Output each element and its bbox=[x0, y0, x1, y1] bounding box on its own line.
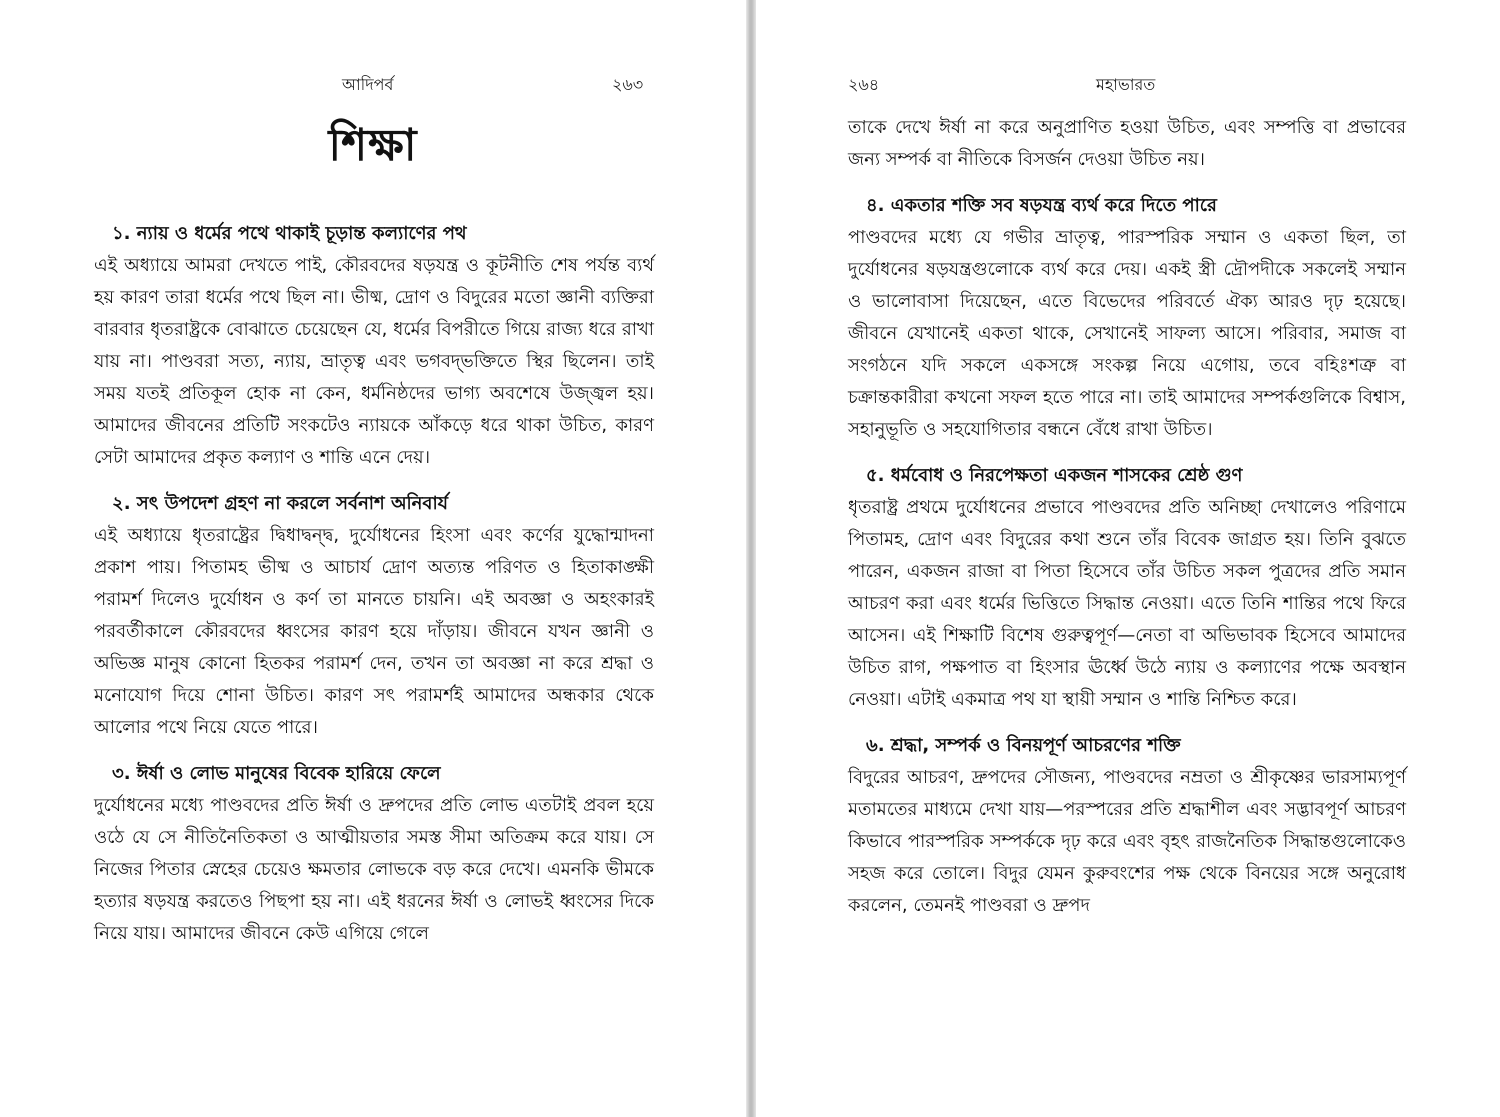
right-running-title: মহাভারত bbox=[1096, 75, 1156, 94]
right-page bbox=[756, 0, 1500, 1117]
section-heading: ৬. শ্রদ্ধা, সম্পর্ক ও বিনয়পূর্ণ আচরণের শক্তি bbox=[866, 735, 1181, 756]
section-body: বিদুরের আচরণ, দ্রুপদের সৌজন্য, পাণ্ডবদের নম্রতা ও শ্রীকৃষ্ণের ভারসাম্যপূর্ণ মতামতের মাধ্যমে দেখা যায়—পরস্পরের প্রতি শ্রদ্ধাশীল এবং সদ্ভাবপূর্ণ আচরণ কিভাবে পারস্পরিক সম্পর্ককে দৃঢ় করে এবং বৃহৎ রাজনৈতিক সিদ্ধান্তগুলোকেও সহজ করে তোলে। বিদুর যেমন কুরুবংশের পক্ষ থেকে বিনয়ের সঙ্গে অনুরোধ করলেন, তেমনই পাণ্ডবরা ও দ্রুপদ bbox=[848, 767, 1406, 916]
left-page bbox=[0, 0, 746, 1117]
left-page-number: ২৬৩ bbox=[612, 75, 644, 94]
section-body: ধৃতরাষ্ট্র প্রথমে দুর্যোধনের প্রভাবে পাণ্ডবদের প্রতি অনিচ্ছা দেখালেও পরিণামে পিতামহ, দ্রোণ এবং বিদুরের কথা শুনে তাঁর বিবেক জাগ্রত হয়। তিনি বুঝতে পারেন, একজন রাজা বা পিতা হিসেবে তাঁর উচিত সকল পুত্রদের প্রতি সমান আচরণ করা এবং ধর্মের ভিত্তিতে সিদ্ধান্ত নেওয়া। এতে তিনি শান্তির পথে ফিরে আসেন। এই শিক্ষাটি বিশেষ গুরুত্বপূর্ণ—নেতা বা অভিভাবক হিসেবে আমাদের উচিত রাগ, পক্ষপাত বা হিংসার ঊর্ধ্বে উঠে ন্যায় ও কল্যাণের পক্ষে অবস্থান নেওয়া। এটাই একমাত্র পথ যা স্থায়ী সম্মান ও শান্তি নিশ্চিত করে। bbox=[848, 497, 1406, 710]
section-heading: ১. ন্যায় ও ধর্মের পথে থাকাই চূড়ান্ত কল্যাণের পথ bbox=[112, 223, 467, 244]
section-body: এই অধ্যায়ে ধৃতরাষ্ট্রের দ্বিধাদ্বন্দ্ব, দুর্যোধনের হিংসা এবং কর্ণের যুদ্ধোন্মাদনা প্রকাশ পায়। পিতামহ ভীষ্ম ও আচার্য দ্রোণ অত্যন্ত পরিণত ও হিতাকাঙ্ক্ষী পরামর্শ দিলেও দুর্যোধন ও কর্ণ তা মানতে চায়নি। এই অবজ্ঞা ও অহংকারই পরবর্তীকালে কৌরবদের ধ্বংসের কারণ হয়ে দাঁড়ায়। জীবনে যখন জ্ঞানী ও অভিজ্ঞ মানুষ কোনো হিতকর পরামর্শ দেন, তখন তা অবজ্ঞা না করে শ্রদ্ধা ও মনোযোগ দিয়ে শোনা উচিত। কারণ সৎ পরামর্শই আমাদের অন্ধকার থেকে আলোর পথে নিয়ে যেতে পারে। bbox=[94, 525, 654, 738]
section-heading: ৪. একতার শক্তি সব ষড়যন্ত্র ব্যর্থ করে দিতে পারে bbox=[866, 195, 1217, 216]
section-heading: ২. সৎ উপদেশ গ্রহণ না করলে সর্বনাশ অনিবার্য bbox=[112, 493, 449, 514]
right-page-number: ২৬৪ bbox=[848, 75, 880, 94]
continued-paragraph: তাকে দেখে ঈর্ষা না করে অনুপ্রাণিত হওয়া উচিত, এবং সম্পত্তি বা প্রভাবের জন্য সম্পর্ক বা নীতিকে বিসর্জন দেওয়া উচিত নয়। bbox=[848, 117, 1406, 170]
section-heading: ৩. ঈর্ষা ও লোভ মানুষের বিবেক হারিয়ে ফেলে bbox=[112, 763, 441, 784]
left-running-title: আদিপর্ব bbox=[342, 75, 394, 94]
book-gutter bbox=[746, 0, 756, 1117]
left-page-content bbox=[94, 218, 654, 964]
section-heading: ৫. ধর্মবোধ ও নিরপেক্ষতা একজন শাসকের শ্রেষ্ঠ গুণ bbox=[866, 465, 1243, 486]
section-body: দুর্যোধনের মধ্যে পাণ্ডবদের প্রতি ঈর্ষা ও দ্রুপদের প্রতি লোভ এতটাই প্রবল হয়ে ওঠে যে সে নীতিনৈতিকতা ও আত্মীয়তার সমস্ত সীমা অতিক্রম করে যায়। সে নিজের পিতার স্নেহের চেয়েও ক্ষমতার লোভকে বড় করে দেখে। এমনকি ভীমকে হত্যার ষড়যন্ত্র করতেও পিছপা হয় না। এই ধরনের ঈর্ষা ও লোভই ধ্বংসের দিকে নিয়ে যায়। আমাদের জীবনে কেউ এগিয়ে গেলে bbox=[94, 795, 654, 944]
chapter-title: শিক্ষা bbox=[328, 120, 418, 171]
right-page-content bbox=[848, 112, 1406, 936]
section-body: এই অধ্যায়ে আমরা দেখতে পাই, কৌরবদের ষড়যন্ত্র ও কূটনীতি শেষ পর্যন্ত ব্যর্থ হয় কারণ তারা ধর্মের পথে ছিল না। ভীষ্ম, দ্রোণ ও বিদুরের মতো জ্ঞানী ব্যক্তিরা বারবার ধৃতরাষ্ট্রকে বোঝাতে চেয়েছেন যে, ধর্মের বিপরীতে গিয়ে রাজ্য ধরে রাখা যায় না। পাণ্ডবরা সত্য, ন্যায়, ভ্রাতৃত্ব এবং ভগবদ্‌ভক্তিতে স্থির ছিলেন। তাই সময় যতই প্রতিকূল হোক না কেন, ধর্মনিষ্ঠদের ভাগ্য অবশেষে উজ্জ্বল হয়। আমাদের জীবনের প্রতিটি সংকটেও ন্যায়কে আঁকড়ে ধরে থাকা উচিত, কারণ সেটা আমাদের প্রকৃত কল্যাণ ও শান্তি এনে দেয়। bbox=[94, 255, 654, 468]
section-body: পাণ্ডবদের মধ্যে যে গভীর ভ্রাতৃত্ব, পারস্পরিক সম্মান ও একতা ছিল, তা দুর্যোধনের ষড়যন্ত্রগুলোকে ব্যর্থ করে দেয়। একই স্ত্রী দ্রৌপদীকে সকলেই সম্মান ও ভালোবাসা দিয়েছেন, এতে বিভেদের পরিবর্তে ঐক্য আরও দৃঢ় হয়েছে। জীবনে যেখানেই একতা থাকে, সেখানেই সাফল্য আসে। পরিবার, সমাজ বা সংগঠনে যদি সকলে একসঙ্গে সংকল্প নিয়ে এগোয়, তবে বহিঃশত্রু বা চক্রান্তকারীরা কখনো সফল হতে পারে না। তাই আমাদের সম্পর্কগুলিকে বিশ্বাস, সহানুভূতি ও সহযোগিতার বন্ধনে বেঁধে রাখা উচিত। bbox=[848, 227, 1406, 440]
